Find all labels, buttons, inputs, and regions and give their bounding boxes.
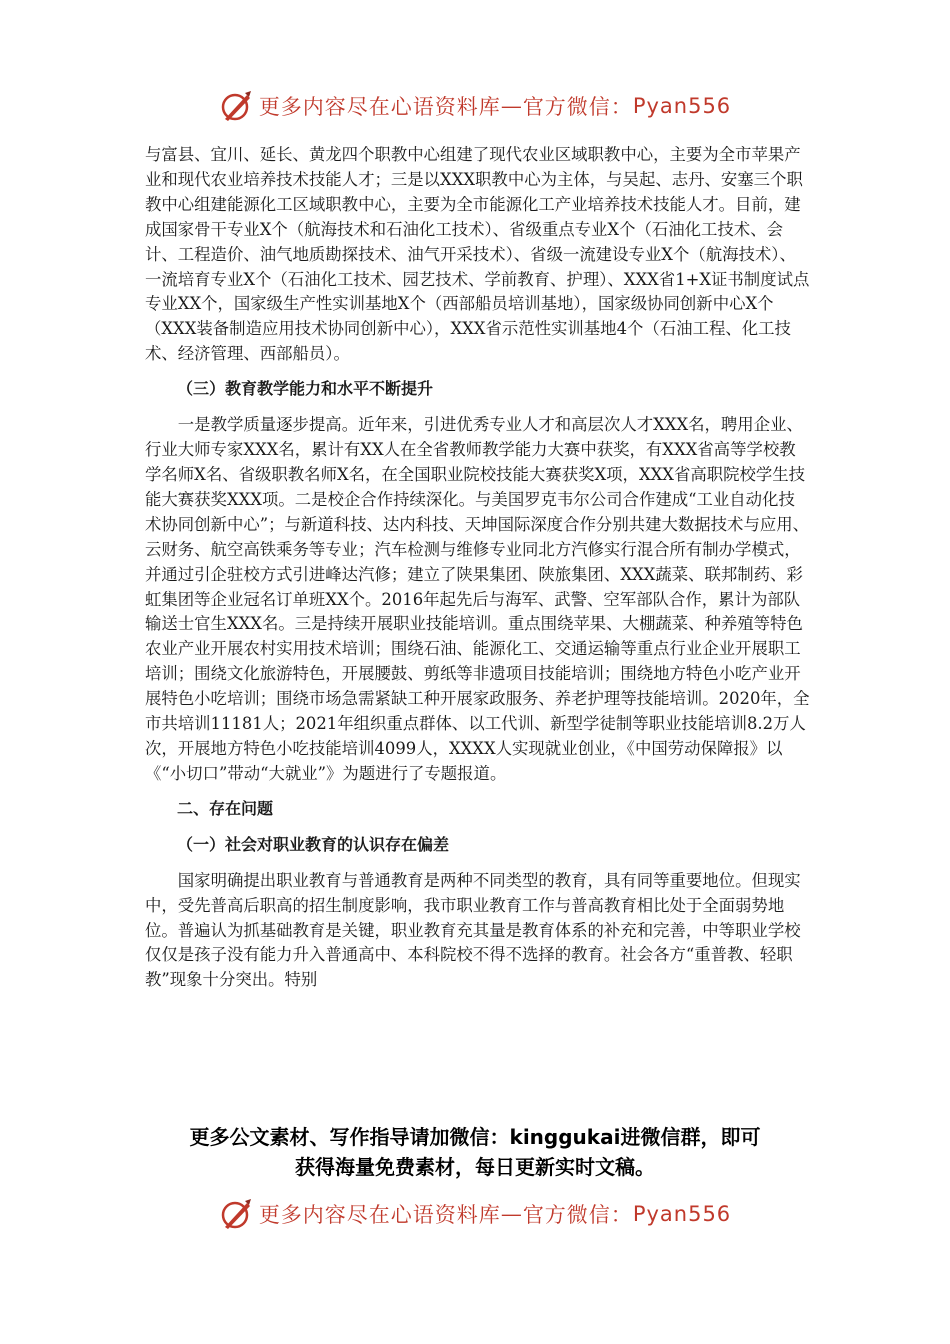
section-heading-problems: 二、存在问题 [177, 798, 274, 818]
footer-brand-banner [0, 1194, 950, 1234]
wechat-label: 官方微信： [522, 95, 633, 119]
promo-line-2: 获得海量免费素材，每日更新实时文稿。 [295, 1155, 655, 1179]
promo-text [100, 1122, 850, 1182]
section-heading-perception: （一）社会对职业教育的认识存在偏差 [177, 834, 450, 854]
brand-name: 更多内容尽在心语资料库 [258, 1203, 501, 1227]
header-brand-banner [0, 86, 950, 126]
paragraph-perception: 国家明确提出职业教育与普通教育是两种不同类型的教育，具有同等重要地位。但现实中，受先普高后职高的招生制度影响，我市职业教育工作与普高教育相比处于全面弱势地位。普遍认为抓基础教育是关键，职业教育充其量是教育体系的补充和完善，中等职业学校仅仅是孩子没有能力升入普通高中、本科院校不得不选择的教育。社会各方“重普教、轻职教”现象十分突出。特别 [145, 870, 801, 990]
brand-separator: — [500, 1202, 523, 1226]
paragraph-teaching-quality: 一是教学质量逐步提高。近年来，引进优秀专业人才和高层次人才XXX名，聘用企业、行业大师专家XXX名，累计有XX人在全省教师教学能力大赛中获奖，有XXX省高等学校教学名师X名、省级职教名师X名，在全国职业院校技能大赛获奖X项，XXX省高职院校学生技能大赛获奖XXX项。二是校企合作持续深化。与美国罗克韦尔公司合作建成“工业自动化技术协同创新中心”；与新道科技、达内科技、天坤国际深度合作分别共建大数据技术与应用、云财务、航空高铁乘务等专业；汽车检测与维修专业同北方汽修实行混合所有制办学模式，并通过引企驻校方式引进峰达汽修；建立了陕果集团、陕旅集团、XXX蔬菜、联邦制药、彩虹集团等企业冠名订单班XX个。2016年起先后与海军、武警、空军部队合作，累计为部队输送士官生XXX名。三是持续开展职业技能培训。重点围绕苹果、大棚蔬菜、种养殖等特色农业产业开展农村实用技术培训；围绕石油、能源化工、交通运输等重点行业企业开展职工培训；围绕文化旅游特色，开展腰鼓、剪纸等非遗项目技能培训；围绕地方特色小吃产业开展特色小吃培训；围绕市场急需紧缺工种开展家政服务、养老护理等技能培训。2020年，全市共培训11181人；2021年组织重点群体、以工代训、新型学徒制等职业技能培训8.2万人次，开展地方特色小吃技能培训4099人，XXXX人实现就业创业，《中国劳动保障报》以《“小切口”带动“大就业”》为题进行了专题报道。 [145, 415, 810, 783]
section-heading-teaching: （三）教育教学能力和水平不断提升 [177, 379, 434, 399]
wechat-label: 官方微信： [522, 1203, 633, 1227]
brand-separator: — [500, 94, 523, 118]
pen-circle-logo-icon [219, 1197, 253, 1231]
wechat-id: Pyan556 [632, 94, 732, 118]
pen-circle-logo-icon [219, 89, 253, 123]
brand-name: 更多内容尽在心语资料库 [258, 95, 501, 119]
wechat-id: Pyan556 [632, 1202, 732, 1226]
paragraph-continuation: 与富县、宜川、延长、黄龙四个职教中心组建了现代农业区域职教中心，主要为全市苹果产业和现代农业培养技术技能人才；三是以XXX职教中心为主体，与吴起、志丹、安塞三个职教中心组建能源化工区域职教中心，主要为全市能源化工产业培养技术技能人才。目前，建成国家骨干专业X个（航海技术和石油化工技术）、省级重点专业X个（石油化工技术、会计、工程造价、油气地质勘探技术、油气开采技术）、省级一流建设专业X个（航海技术）、一流培育专业X个（石油化工技术、园艺技术、学前教育、护理）、XXX省1+X证书制度试点专业XX个，国家级生产性实训基地X个（西部船员培训基地），国家级协同创新中心X个（XXX装备制造应用技术协同创新中心），XXX省示范性实训基地4个（石油工程、化工技术、经济管理、西部船员）。 [145, 145, 810, 364]
promo-line-1: 更多公文素材、写作指导请加微信：kinggukai进微信群，即可 [189, 1125, 761, 1149]
document-body [145, 143, 810, 993]
